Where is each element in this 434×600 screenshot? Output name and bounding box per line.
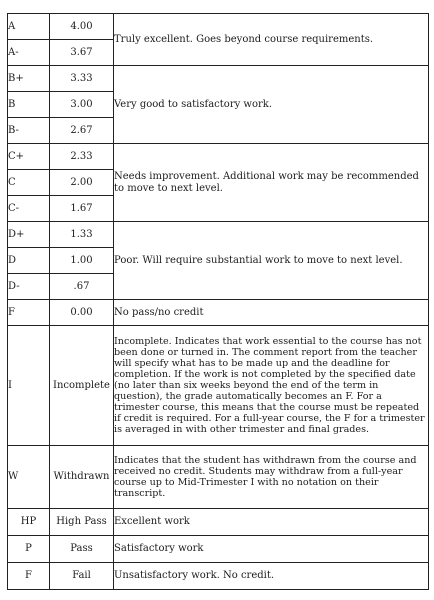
grade-points: 3.00 bbox=[50, 92, 114, 118]
grade-letter: D+ bbox=[8, 222, 50, 248]
grade-description: Excellent work bbox=[114, 509, 429, 536]
grade-points: High Pass bbox=[50, 509, 114, 536]
grade-letter: B- bbox=[8, 118, 50, 144]
table-row bbox=[8, 563, 429, 590]
grade-points: 2.67 bbox=[50, 118, 114, 144]
grade-points: 1.67 bbox=[50, 196, 114, 222]
table-row bbox=[8, 326, 429, 446]
table-row bbox=[8, 446, 429, 509]
grade-points: 0.00 bbox=[50, 300, 114, 326]
grade-description: No pass/no credit bbox=[114, 300, 429, 326]
grade-description: Indicates that the student has withdrawn from the course and received no credit. Students may withdraw from a full-year course up to Mid-Trimester I with no notation on their transcript. bbox=[114, 446, 429, 509]
grade-points: 2.33 bbox=[50, 144, 114, 170]
grade-points: Withdrawn bbox=[50, 446, 114, 509]
grade-points: Fail bbox=[50, 563, 114, 590]
grade-points: .67 bbox=[50, 274, 114, 300]
grade-points: 3.67 bbox=[50, 40, 114, 66]
grade-letter: A- bbox=[8, 40, 50, 66]
grade-letter: B bbox=[8, 92, 50, 118]
grade-description: Incomplete. Indicates that work essential to the course has not been done or turned in. The comment report from the teacher will specify what has to be made up and the deadline for completion. If the work is not completed by the specified date (no later than six weeks beyond the end of the term in question), the grade automatically becomes an F. For a trimester course, this means that the course must be repeated if credit is required. For a full-year course, the F for a trimester is averaged in with other trimester and final grades. bbox=[114, 326, 429, 446]
grade-letter: HP bbox=[8, 509, 50, 536]
grade-letter: B+ bbox=[8, 66, 50, 92]
table-row bbox=[8, 536, 429, 563]
grade-description: Unsatisfactory work. No credit. bbox=[114, 563, 429, 590]
grade-points: 2.00 bbox=[50, 170, 114, 196]
grade-letter: A bbox=[8, 14, 50, 40]
grade-points: 3.33 bbox=[50, 66, 114, 92]
grade-description: Truly excellent. Goes beyond course requirements. bbox=[114, 14, 429, 66]
grade-points: Pass bbox=[50, 536, 114, 563]
grade-points: 1.00 bbox=[50, 248, 114, 274]
grade-points: 4.00 bbox=[50, 14, 114, 40]
grade-description: Needs improvement. Additional work may be recommended to move to next level. bbox=[114, 144, 429, 222]
grade-letter: C- bbox=[8, 196, 50, 222]
grade-letter: I bbox=[8, 326, 50, 446]
grade-letter: F bbox=[8, 563, 50, 590]
grade-letter: C bbox=[8, 170, 50, 196]
grade-letter: W bbox=[8, 446, 50, 509]
grading-scale-table bbox=[7, 13, 429, 590]
grade-points: 1.33 bbox=[50, 222, 114, 248]
grade-letter: D- bbox=[8, 274, 50, 300]
grade-description: Very good to satisfactory work. bbox=[114, 66, 429, 144]
grade-description: Poor. Will require substantial work to move to next level. bbox=[114, 222, 429, 300]
grade-letter: P bbox=[8, 536, 50, 563]
table-row bbox=[8, 222, 429, 248]
table-row bbox=[8, 300, 429, 326]
grade-description: Satisfactory work bbox=[114, 536, 429, 563]
table-row bbox=[8, 14, 429, 40]
grade-letter: D bbox=[8, 248, 50, 274]
table-row bbox=[8, 509, 429, 536]
grade-points: Incomplete bbox=[50, 326, 114, 446]
grade-letter: F bbox=[8, 300, 50, 326]
grade-letter: C+ bbox=[8, 144, 50, 170]
table-row bbox=[8, 66, 429, 92]
table-row bbox=[8, 144, 429, 170]
